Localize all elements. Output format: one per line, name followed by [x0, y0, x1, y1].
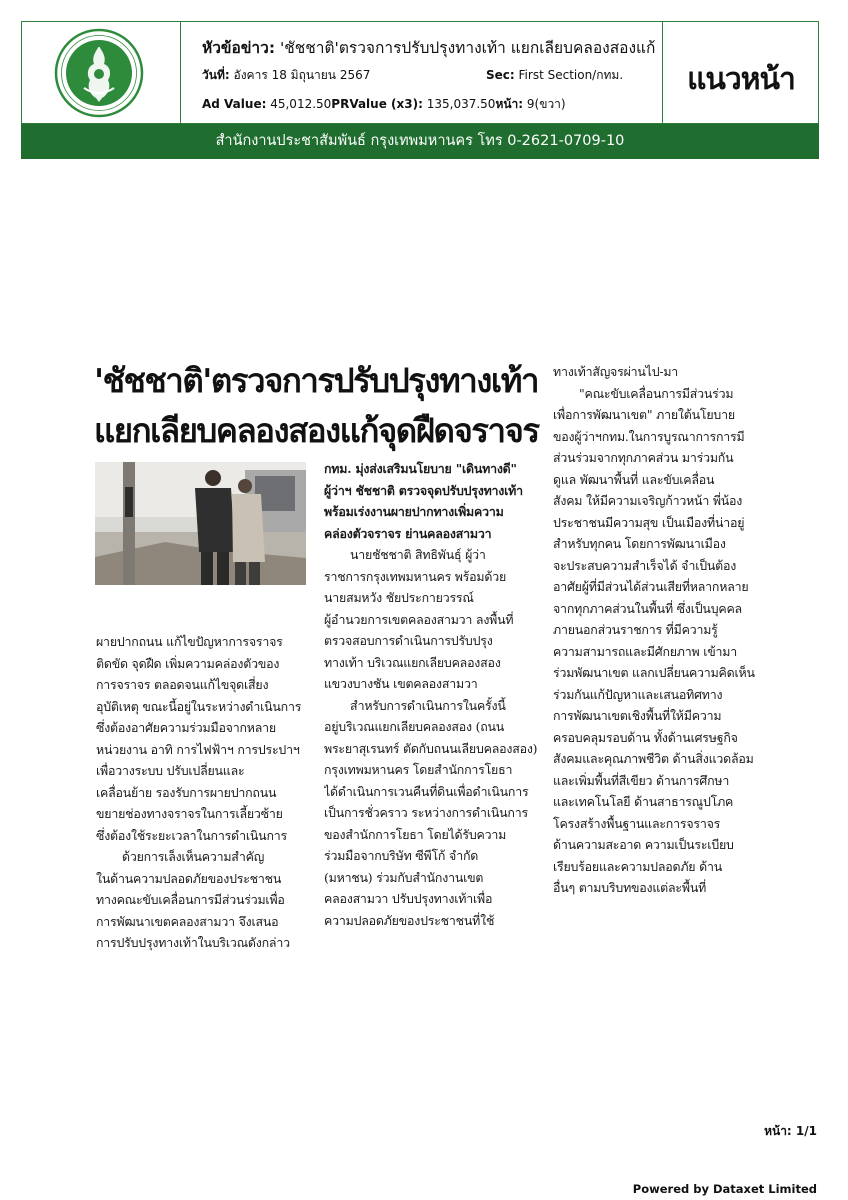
paragraph-line: ด้านความสะอาด ความเป็นระเบียบ: [553, 837, 734, 852]
headline-line-2: แยกเลียบคลองสองแก้จุดฝืดจราจร: [94, 411, 539, 450]
logo-cell: [22, 22, 181, 123]
paragraph-line: การพัฒนาเขตเชิงพื้นที่ให้มีความ: [553, 708, 722, 723]
paragraph-line: จากทุกภาคส่วนในพื้นที่ ซึ่งเป็นบุคคล: [553, 600, 742, 616]
paragraph-line: นายชัชชาติ สิทธิพันธุ์ ผู้ว่า: [350, 547, 486, 562]
paragraph-line: เป็นการชั่วคราว ระหว่างการดำเนินการ: [324, 805, 528, 820]
headline-line-1: 'ชัชชาติ'ตรวจการปรับปรุงทางเท้า: [94, 361, 538, 400]
paragraph-line: ของผู้ว่าฯกทม.ในการบูรณาการการมี: [553, 428, 745, 444]
paragraph-line: ร่วมกันแก้ปัญหาและเสนอทิศทาง: [553, 686, 723, 702]
paragraph-line: ขยายช่องทางจราจรในการเลี้ยวซ้าย: [96, 806, 283, 821]
paragraph-line: หน่วยงาน อาทิ การไฟฟ้าฯ การประปาฯ: [96, 741, 300, 757]
paragraph-line: ตรวจสอบการดำเนินการปรับปรุง: [324, 633, 493, 648]
paragraph-line: ผู้อำนวยการเขตคลองสามวา ลงพื้นที่: [324, 611, 514, 627]
paragraph-line: สำหรับการดำเนินการในครั้งนี้: [350, 697, 506, 713]
paragraph-line: เพื่อการพัฒนาเขต" ภายใต้นโยบาย: [553, 407, 735, 422]
article-column-1: [96, 631, 311, 954]
paragraph-line: (มหาชน) ร่วมกับสำนักงานเขต: [324, 869, 484, 885]
paragraph-line: ภายนอกส่วนราชการ ที่มีความรู้: [553, 622, 718, 637]
paragraph-line: ทางคณะขับเคลื่อนการมีส่วนร่วมเพื่อ: [96, 892, 285, 907]
paragraph-line: และเทคโนโลยี ด้านสาธารณูปโภค: [553, 794, 734, 809]
sec-label: Sec:: [486, 68, 515, 82]
paragraph-line: สังคมและคุณภาพชีวิต ด้านสิ่งแวดล้อม: [553, 751, 754, 766]
paragraph-line: ร่วมพัฒนาเขต แลกเปลี่ยนความคิดเห็น: [553, 665, 755, 680]
sec-value: First Section/กทม.: [518, 68, 624, 82]
paragraph-line: ผายปากถนน แก้ไขปัญหาการจราจร: [96, 634, 283, 649]
paragraph-line: ซึ่งต้องอาศัยความร่วมมือจากหลาย: [96, 720, 276, 735]
headline-label: หัวข้อข่าว:: [202, 39, 276, 57]
paragraph-line: ประชาชนมีความสุข เป็นเมืองที่น่าอยู่: [553, 514, 745, 530]
lead-line: กทม. มุ่งส่งเสริมนโยบาย "เดินทางดี": [324, 461, 517, 476]
clipping-header: [21, 21, 819, 159]
newspaper-name-cell: [662, 22, 819, 123]
paragraph-line: แขวงบางชัน เขตคลองสามวา: [324, 676, 478, 691]
contact-bar: สำนักงานประชาสัมพันธ์ กรุงเทพมหานคร โทร 0-2621-0709-10: [21, 124, 819, 159]
header-box: [21, 21, 819, 124]
ad-value-label: Ad Value:: [202, 97, 267, 111]
clipping-info: [180, 22, 662, 123]
article-column-3: [553, 361, 768, 899]
paragraph-line: คลองสามวา ปรับปรุงทางเท้าเพื่อ: [324, 891, 493, 906]
paragraph-line: อื่นๆ ตามบริบทของแต่ละพื้นที่: [553, 880, 707, 895]
paragraph-line: ความปลอดภัยของประชาชนที่ใช้: [324, 912, 495, 928]
paragraph-line: จะประสบความสำเร็จได้ จำเป็นต้อง: [553, 557, 737, 573]
page-counter: หน้า: 1/1: [764, 1124, 817, 1138]
page-label: หน้า:: [495, 97, 524, 111]
section-row: [486, 66, 623, 85]
article-headline: [94, 356, 554, 456]
paragraph-line: และเพิ่มพื้นที่สีเขียว ด้านการศึกษา: [553, 772, 730, 788]
paragraph-line: ซึ่งต้องใช้ระยะเวลาในการดำเนินการ: [96, 827, 287, 843]
photo-illustration: [95, 462, 306, 585]
date-value: อังคาร 18 มิถุนายน 2567: [233, 68, 371, 82]
bma-seal-logo: [54, 28, 144, 118]
headline-value: 'ชัชชาติ'ตรวจการปรับปรุงทางเท้า แยกเลียบคลองสองแก้: [279, 39, 656, 57]
paragraph-line: อาศัยผู้ที่มีส่วนได้ส่วนเสียที่หลากหลาย: [553, 579, 749, 594]
pr-value-label: PRValue (x3):: [331, 97, 423, 111]
paragraph-line: ติดขัด จุดฝืด เพิ่มความคล่องตัวของ: [96, 655, 280, 671]
pr-value: 135,037.50: [426, 97, 496, 111]
paragraph-line: การจราจร ตลอดจนแก้ไขจุดเสี่ยง: [96, 677, 269, 692]
paragraph-line: อุบัติเหตุ ขณะนี้อยู่ในระหว่างดำเนินการ: [96, 698, 302, 714]
paragraph-line: ความสามารถและมีศักยภาพ เข้ามา: [553, 643, 738, 659]
lead-line: พร้อมเร่งงานผายปากทางเพิ่มความ: [324, 504, 504, 519]
paragraph-line: นายสมหวัง ชัยประกายวรรณ์: [324, 590, 474, 605]
paragraph-line: เคลื่อนย้าย รองรับการผายปากถนน: [96, 784, 277, 800]
paragraph-line: ทางเท้า บริเวณแยกเลียบคลองสอง: [324, 654, 501, 670]
paragraph-line: เรียบร้อยและความปลอดภัย ด้าน: [553, 858, 722, 874]
lead-line: ผู้ว่าฯ ชัชชาติ ตรวจจุดปรับปรุงทางเท้า: [324, 482, 523, 498]
page-value: 9(ขวา): [526, 97, 566, 111]
paragraph-line: การปรับปรุงทางเท้าในบริเวณดังกล่าว: [96, 935, 290, 950]
paragraph-line: ของสำนักการโยธา โดยได้รับความ: [324, 826, 507, 842]
paragraph-line: ทางเท้าสัญจรผ่านไป-มา: [553, 364, 679, 379]
paragraph-line: ร่วมมือจากบริษัท ซีพีโก้ จำกัด: [324, 848, 479, 863]
headline-row: [202, 35, 662, 60]
paragraph-line: ดูแล พัฒนาพื้นที่ และขับเคลื่อน: [553, 471, 715, 487]
date-label: วันที่:: [202, 68, 230, 82]
newspaper-name: แนวหน้า: [687, 62, 795, 97]
paragraph-line: "คณะขับเคลื่อนการมีส่วนร่วม: [579, 385, 734, 401]
article-column-2: [324, 458, 542, 931]
paragraph-line: ส่วนร่วมจากทุกภาคส่วน มาร่วมกัน: [553, 450, 734, 465]
paragraph-line: ด้วยการเล็งเห็นความสำคัญ: [122, 849, 265, 864]
paragraph-line: อยู่บริเวณแยกเลียบคลองสอง (ถนน: [324, 719, 505, 734]
paragraph-line: พระยาสุเรนทร์ ตัดกับถนนเลียบคลองสอง): [324, 740, 538, 756]
date-row: [202, 66, 370, 85]
paragraph-line: ในด้านความปลอดภัยของประชาชน: [96, 870, 282, 886]
paragraph-line: การพัฒนาเขตคลองสามวา จึงเสนอ: [96, 913, 279, 929]
paragraph-line: เพื่อวางระบบ ปรับเปลี่ยนและ: [96, 763, 245, 778]
paragraph-line: โครงสร้างพื้นฐานและการจราจร: [553, 815, 721, 831]
ad-value: 45,012.50: [270, 97, 332, 111]
paragraph-line: ได้ดำเนินการเวนคืนที่ดินเพื่อดำเนินการ: [324, 783, 529, 799]
news-photo: [95, 462, 306, 585]
paragraph-line: ครอบคลุมรอบด้าน ทั้งด้านเศรษฐกิจ: [553, 729, 738, 745]
paragraph-line: กรุงเทพมหานคร โดยสำนักการโยธา: [324, 762, 513, 777]
paragraph-line: ราชการกรุงเทพมหานคร พร้อมด้วย: [324, 568, 507, 584]
powered-by: Powered by Dataxet Limited: [632, 1182, 817, 1196]
value-row: [202, 95, 566, 114]
paragraph-line: สำหรับทุกคน โดยการพัฒนาเมือง: [553, 536, 726, 551]
lead-line: คล่องตัวจราจร ย่านคลองสามวา: [324, 525, 492, 541]
paragraph-line: สังคม ให้มีความเจริญก้าวหน้า พี่น้อง: [553, 493, 743, 508]
